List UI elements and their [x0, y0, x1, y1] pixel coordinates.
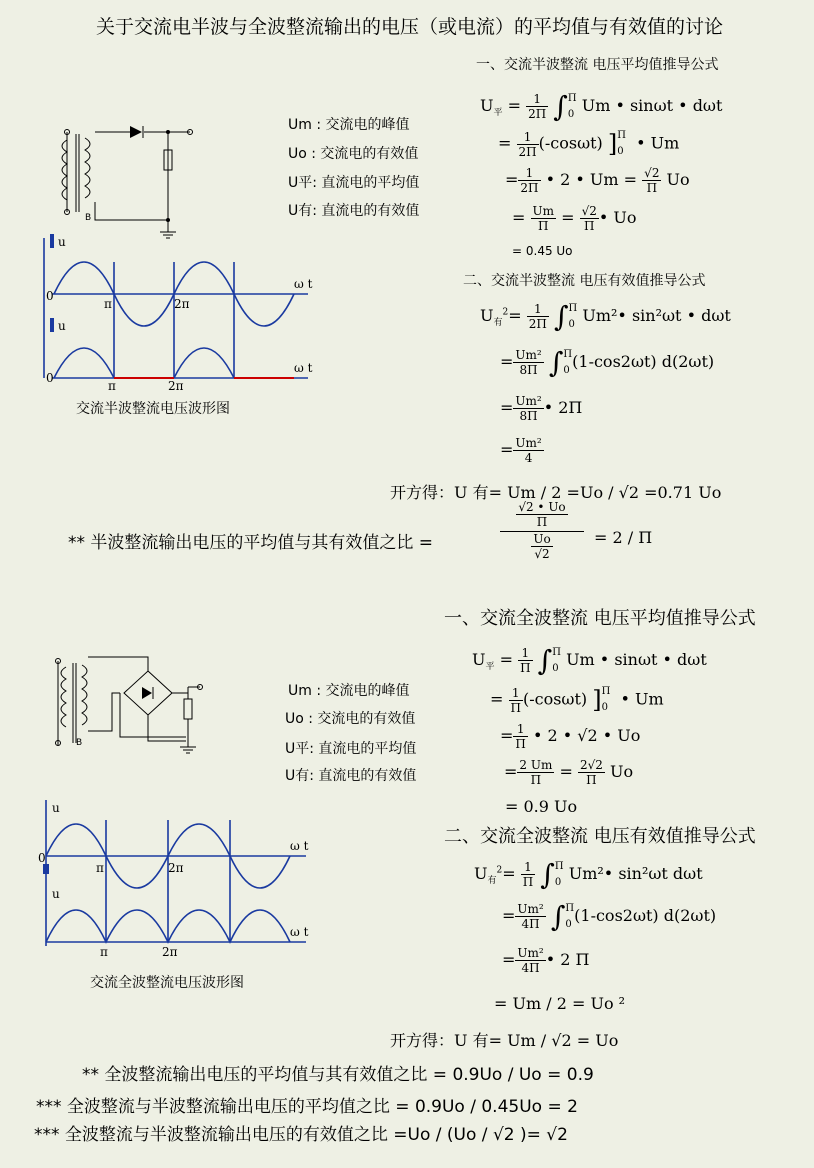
full-ratio-1: ** 全波整流输出电压的平均值与其有效值之比 = 0.9Uo / Uo = 0.9	[82, 1065, 594, 1085]
full-ratio-3: *** 全波整流与半波整流输出电压的有效值之比 =Uo / (Uo / √2 )= √2	[34, 1125, 568, 1145]
half-sec2-heading: 二、交流半波整流 电压有效值推导公式	[463, 273, 706, 289]
legend-uo-2: Uo : 交流电的有效值	[285, 711, 416, 727]
full-wave-waveform	[38, 800, 318, 960]
tick-zero-2: 0	[46, 371, 54, 385]
half-sec1-heading: 一、交流半波整流 电压平均值推导公式	[476, 57, 719, 73]
tick-2pi: 2π	[174, 297, 190, 311]
tick-zero-3: 0	[38, 851, 46, 865]
half-wave-caption: 交流半波整流电压波形图	[76, 401, 230, 417]
transformer-label-2: B	[76, 738, 83, 748]
legend-u-rms-2: U有: 直流电的有效值	[285, 768, 417, 784]
half-ratio-label: ** 半波整流输出电压的平均值与其有效值之比 =	[68, 533, 434, 553]
tick-pi: π	[104, 297, 112, 311]
tick-pi-3: π	[96, 861, 104, 875]
full-rms-line1: $U_有^2=$ $\frac{1}{\Pi}$ ∫Π 0 Um²• sin²ωt dωt	[474, 858, 703, 891]
axis-wt-label-2: ω t	[294, 361, 313, 375]
half-rms-result: 开方得：U 有= Um / 2 =Uo / √2 =0.71 Uo	[390, 483, 722, 502]
axis-wt-label-3: ω t	[290, 839, 309, 853]
tick-2pi-2: 2π	[168, 379, 184, 392]
tick-zero: 0	[46, 289, 54, 303]
page-title: 关于交流电半波与全波整流输出的电压（或电流）的平均值与有效值的讨论	[96, 16, 724, 38]
half-wave-waveform	[38, 232, 328, 392]
full-rms-line4: = Um / 2 = Uo ²	[494, 994, 626, 1013]
half-rms-line4: = $\frac{\text{Um²}}{4}$	[500, 436, 542, 465]
full-ratio-2: *** 全波整流与半波整流输出电压的平均值之比 = 0.9Uo / 0.45Uo = 2	[36, 1097, 578, 1117]
half-rms-line1: $U_有^2=$ $\frac{1}{2\Pi}$ ∫Π 0 Um²• sin²ωt • dωt	[480, 300, 731, 333]
half-avg-line3: = $\frac{1}{2\Pi}$ • 2 • Um = $\frac{√2}{\Pi}$ Uo	[505, 166, 690, 195]
half-rms-line2: = $\frac{\text{Um²}}{8\Pi}$ ∫Π 0 (1-cos2ωt) d(2ωt)	[500, 346, 715, 379]
legend-u-rms: U有: 直流电的有效值	[288, 203, 420, 219]
half-wave-circuit	[40, 120, 240, 240]
tick-2pi-4: 2π	[162, 945, 178, 959]
axis-u-label-3: u	[52, 801, 60, 815]
legend-u-avg-2: U平: 直流电的平均值	[285, 741, 417, 757]
full-rms-line2: = $\frac{\text{Um²}}{4\Pi}$ ∫Π 0 (1-cos2ωt) d(2ωt)	[502, 900, 717, 933]
axis-u-label-2: u	[58, 319, 66, 333]
axis-wt-label-4: ω t	[290, 925, 309, 939]
full-rms-line3: = $\frac{\text{Um²}}{4\Pi}$ • 2 Π	[502, 946, 590, 975]
half-avg-result: = 0.45 Uo	[512, 244, 573, 258]
half-ratio-fraction: $\frac{√2 • Uo}{\Pi}$ $\frac{Uo}{√2}$	[500, 500, 584, 561]
full-avg-line2: = $\frac{1}{\Pi}$ (-cosωt) ]Π 0 • Um	[490, 685, 664, 715]
tick-pi-4: π	[100, 945, 108, 959]
axis-u-label-4: u	[52, 887, 60, 901]
full-rms-result: 开方得：U 有= Um / √2 = Uo	[390, 1031, 619, 1050]
full-avg-line1: $U_平$ = $\frac{1}{\Pi}$ ∫Π 0 Um • sinωt • dωt	[472, 644, 707, 677]
full-avg-line3: = $\frac{1}{\Pi}$ • 2 • √2 • Uo	[500, 722, 641, 751]
full-wave-circuit	[48, 655, 218, 755]
axis-wt-label: ω t	[294, 277, 313, 291]
half-ratio-result: = 2 / Π	[594, 528, 653, 547]
tick-2pi-3: 2π	[168, 861, 184, 875]
full-avg-result: = 0.9 Uo	[505, 797, 578, 816]
full-avg-line4: = $\frac{2 Um}{\Pi}$ = $\frac{2√2}{\Pi}$ Uo	[504, 758, 634, 787]
legend-uo: Uo : 交流电的有效值	[288, 146, 419, 162]
half-avg-line2: = $\frac{1}{2\Pi}$ (-cosωt) ]Π 0 • Um	[498, 129, 680, 159]
half-avg-line1: $U_平$ = $\frac{1}{2\Pi}$ ∫Π 0 Um • sinωt • dωt	[480, 90, 723, 123]
axis-u-label: u	[58, 235, 66, 249]
full-wave-caption: 交流全波整流电压波形图	[90, 975, 244, 991]
legend-um: Um : 交流电的峰值	[288, 117, 410, 133]
fraction: $\frac{1}{2\Pi}$	[528, 92, 547, 121]
legend-um-2: Um : 交流电的峰值	[288, 683, 410, 699]
legend-u-avg: U平: 直流电的平均值	[288, 175, 420, 191]
half-rms-line3: = $\frac{\text{Um²}}{8\Pi}$ • 2Π	[500, 394, 583, 423]
transformer-label: B	[85, 213, 92, 223]
full-sec1-heading: 一、交流全波整流 电压平均值推导公式	[444, 608, 756, 629]
half-avg-line4: = $\frac{Um}{\Pi}$ = $\frac{√2}{\Pi}$ • Uo	[512, 204, 637, 233]
tick-pi-2: π	[108, 379, 116, 392]
full-sec2-heading: 二、交流全波整流 电压有效值推导公式	[444, 826, 756, 847]
